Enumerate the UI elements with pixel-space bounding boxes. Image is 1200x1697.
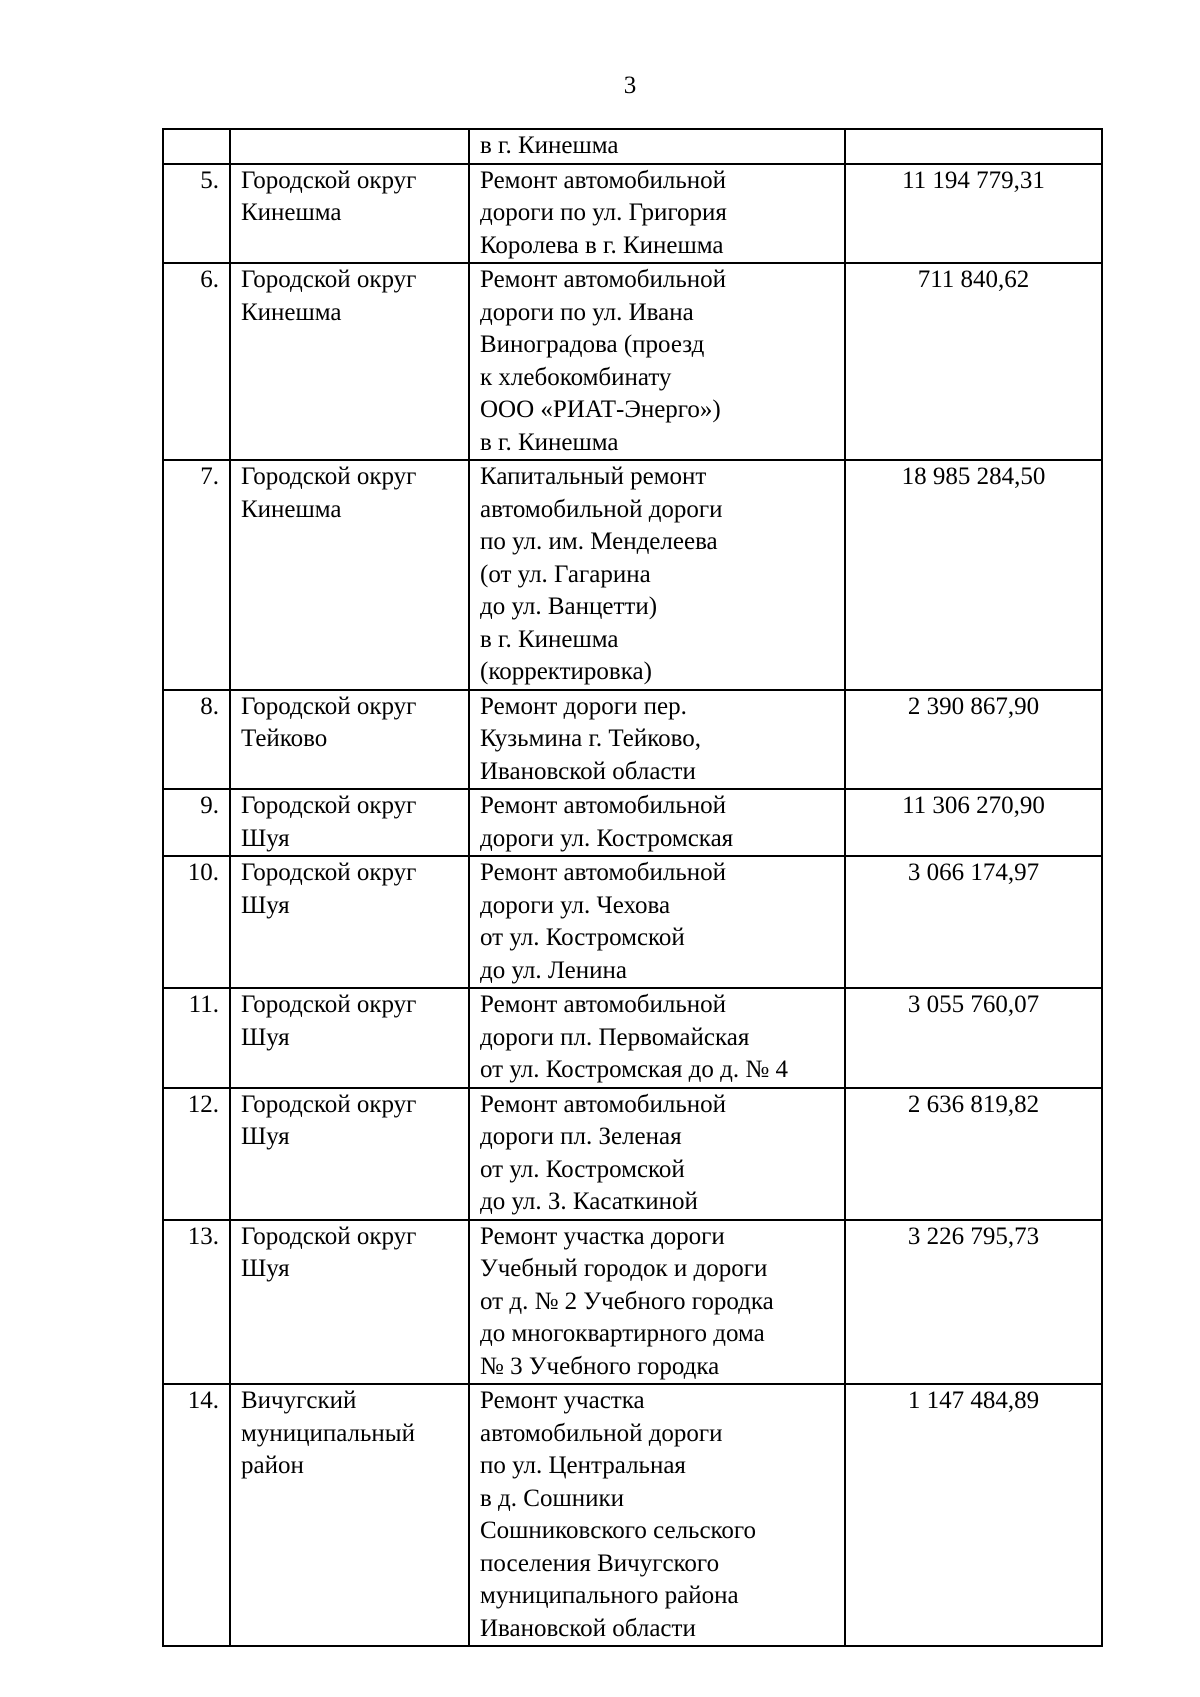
object-description-cell: Ремонт автомобильной дороги пл. Зеленая от ул. Костромской до ул. З. Касаткиной: [469, 1088, 845, 1220]
amount-cell: 18 985 284,50: [845, 460, 1102, 690]
object-description-cell: Ремонт автомобильной дороги пл. Первомайская от ул. Костромская до д. № 4: [469, 988, 845, 1088]
table-row: [163, 164, 1102, 264]
amount-cell: 2 390 867,90: [845, 690, 1102, 790]
amount-cell: 711 840,62: [845, 263, 1102, 460]
amount-cell: 3 055 760,07: [845, 988, 1102, 1088]
municipality-cell: Городской округ Шуя: [230, 789, 469, 856]
object-description-cell: Ремонт дороги пер. Кузьмина г. Тейково, Ивановской области: [469, 690, 845, 790]
amount-cell: 11 306 270,90: [845, 789, 1102, 856]
amount-cell: 1 147 484,89: [845, 1384, 1102, 1646]
table-row: [163, 988, 1102, 1088]
row-number-cell: 14.: [163, 1384, 230, 1646]
page-number: 3: [623, 72, 637, 99]
amount-cell: 3 066 174,97: [845, 856, 1102, 988]
amount-cell: [845, 129, 1102, 164]
row-number-cell: 9.: [163, 789, 230, 856]
row-number-cell: 7.: [163, 460, 230, 690]
object-description-cell: Ремонт автомобильной дороги по ул. Григория Королева в г. Кинешма: [469, 164, 845, 264]
amount-cell: 11 194 779,31: [845, 164, 1102, 264]
amount-cell: 2 636 819,82: [845, 1088, 1102, 1220]
municipality-cell: Городской округ Кинешма: [230, 460, 469, 690]
table-row: [163, 1384, 1102, 1646]
table-row: [163, 1220, 1102, 1385]
municipality-cell: Городской округ Тейково: [230, 690, 469, 790]
table-row: [163, 129, 1102, 164]
municipality-cell: Вичугский муниципальный район: [230, 1384, 469, 1646]
municipality-cell: Городской округ Шуя: [230, 988, 469, 1088]
object-description-cell: Ремонт участка автомобильной дороги по ул. Центральная в д. Сошники Сошниковского сельского поселения Вичугского муниципального района Ивановской области: [469, 1384, 845, 1646]
row-number-cell: 11.: [163, 988, 230, 1088]
row-number-cell: 6.: [163, 263, 230, 460]
municipality-cell: Городской округ Шуя: [230, 1088, 469, 1220]
road-repair-table: [162, 128, 1103, 1647]
municipality-cell: Городской округ Шуя: [230, 1220, 469, 1385]
object-description-cell: Ремонт участка дороги Учебный городок и дороги от д. № 2 Учебного городка до многоквартирного дома № 3 Учебного городка: [469, 1220, 845, 1385]
amount-cell: 3 226 795,73: [845, 1220, 1102, 1385]
row-number-cell: 5.: [163, 164, 230, 264]
object-description-cell: Ремонт автомобильной дороги по ул. Ивана Виноградова (проезд к хлебокомбинату ООО «РИАТ-Энерго») в г. Кинешма: [469, 263, 845, 460]
object-description-cell: Капитальный ремонт автомобильной дороги по ул. им. Менделеева (от ул. Гагарина до ул. Ванцетти) в г. Кинешма (корректировка): [469, 460, 845, 690]
municipality-cell: Городской округ Шуя: [230, 856, 469, 988]
municipality-cell: [230, 129, 469, 164]
row-number-cell: 10.: [163, 856, 230, 988]
row-number-cell: 8.: [163, 690, 230, 790]
object-description-cell: в г. Кинешма: [469, 129, 845, 164]
table-row: [163, 263, 1102, 460]
municipality-cell: Городской округ Кинешма: [230, 164, 469, 264]
object-description-cell: Ремонт автомобильной дороги ул. Костромская: [469, 789, 845, 856]
row-number-cell: [163, 129, 230, 164]
table-row: [163, 856, 1102, 988]
row-number-cell: 12.: [163, 1088, 230, 1220]
municipality-cell: Городской округ Кинешма: [230, 263, 469, 460]
table-body: [163, 129, 1102, 1646]
table-row: [163, 460, 1102, 690]
row-number-cell: 13.: [163, 1220, 230, 1385]
table-row: [163, 690, 1102, 790]
table-row: [163, 1088, 1102, 1220]
table-row: [163, 789, 1102, 856]
object-description-cell: Ремонт автомобильной дороги ул. Чехова от ул. Костромской до ул. Ленина: [469, 856, 845, 988]
